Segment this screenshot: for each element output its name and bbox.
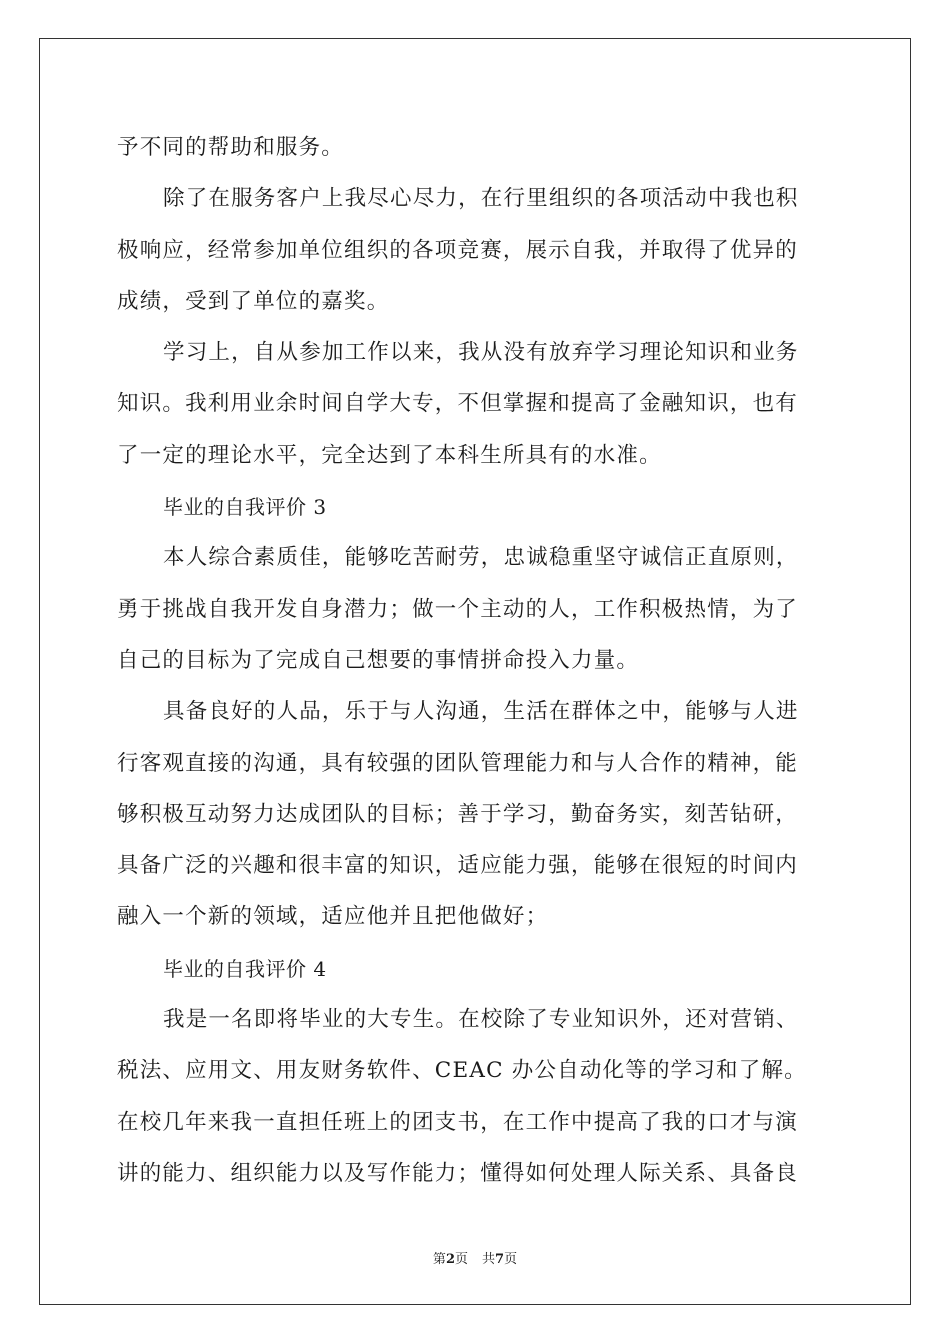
text-line: 自己的目标为了完成自己想要的事情拼命投入力量。 bbox=[117, 647, 640, 673]
page-prefix: 第 bbox=[432, 1252, 446, 1267]
text-line: 讲的能力、组织能力以及写作能力；懂得如何处理人际关系、具备良 bbox=[117, 1160, 799, 1186]
text-line: 了一定的理论水平，完全达到了本科生所具有的水准。 bbox=[117, 442, 662, 468]
page-footer bbox=[0, 1248, 950, 1267]
current-page-number: 2 bbox=[445, 1252, 455, 1267]
paragraph-start-line: 本人综合素质佳，能够吃苦耐劳，忠诚稳重坚守诚信正直原则， bbox=[163, 545, 799, 571]
text-line: 具备广泛的兴趣和很丰富的知识，适应能力强，能够在很短的时间内 bbox=[117, 853, 799, 879]
total-page-count: 7 bbox=[495, 1252, 505, 1267]
text-line: 勇于挑战自我开发自身潜力；做一个主动的人，工作积极热情，为了 bbox=[117, 596, 799, 622]
text-line: 融入一个新的领域，适应他并且把他做好； bbox=[117, 904, 549, 930]
total-suffix: 页 bbox=[504, 1252, 518, 1267]
paragraph-start-line: 具备良好的人品，乐于与人沟通，生活在群体之中，能够与人进 bbox=[163, 699, 799, 725]
paragraph-start-line: 除了在服务客户上我尽心尽力，在行里组织的各项活动中我也积 bbox=[163, 186, 799, 212]
section-heading: 毕业的自我评价 3 bbox=[163, 495, 327, 520]
page-suffix: 页 bbox=[454, 1252, 468, 1267]
text-line: 极响应，经常参加单位组织的各项竞赛，展示自我，并取得了优异的 bbox=[117, 237, 799, 263]
total-prefix: 共 bbox=[482, 1252, 496, 1267]
text-line: 成绩，受到了单位的嘉奖。 bbox=[117, 288, 390, 314]
text-line: 在校几年来我一直担任班上的团支书，在工作中提高了我的口才与演 bbox=[117, 1109, 799, 1135]
paragraph-start-line: 我是一名即将毕业的大专生。在校除了专业知识外，还对营销、 bbox=[163, 1007, 799, 1033]
text-line: 够积极互动努力达成团队的目标；善于学习，勤奋务实，刻苦钻研， bbox=[117, 801, 799, 827]
document-body bbox=[117, 128, 837, 1205]
text-line: 予不同的帮助和服务。 bbox=[117, 135, 345, 160]
paragraph-start-line: 学习上，自从参加工作以来，我从没有放弃学习理论知识和业务 bbox=[163, 340, 799, 366]
text-line: 税法、应用文、用友财务软件、CEAC 办公自动化等的学习和了解。 bbox=[117, 1058, 807, 1084]
text-line: 行客观直接的沟通，具有较强的团队管理能力和与人合作的精神，能 bbox=[117, 750, 799, 776]
section-heading: 毕业的自我评价 4 bbox=[163, 956, 327, 981]
text-line: 知识。我利用业余时间自学大专，不但掌握和提高了金融知识，也有 bbox=[117, 391, 799, 417]
